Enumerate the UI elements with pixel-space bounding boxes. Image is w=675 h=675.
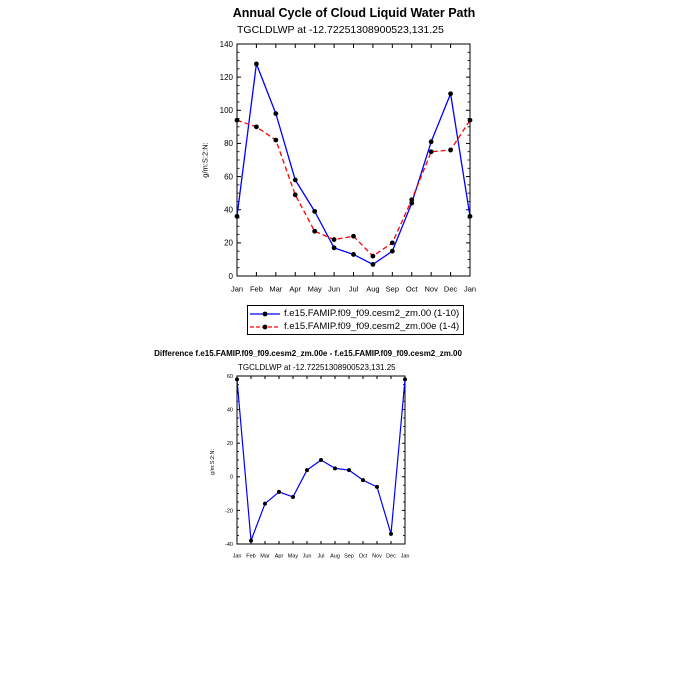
y-axis-label: g/m:S:2:N: — [200, 142, 210, 178]
diff-x-tick-label: Nov — [372, 553, 382, 560]
main-y-tick-label: 100 — [219, 106, 233, 116]
difference-chart-title: Difference f.e15.FAMIP.f09_f09.cesm2_zm.00e - f.e15.FAMIP.f09_f09.cesm2_zm.00 — [154, 349, 462, 358]
main-y-tick-label: 20 — [224, 238, 233, 248]
diff-y-tick-label: 60 — [226, 373, 233, 380]
main-x-tick-label: Jan — [463, 284, 477, 294]
diff-x-tick-label: Apr — [274, 553, 284, 560]
main-series-2-point — [332, 237, 337, 242]
diff-series-1-point — [319, 458, 323, 462]
diff-y-tick-label: 20 — [226, 441, 233, 448]
main-x-tick-label: Apr — [289, 284, 302, 294]
main-series-1-point — [332, 245, 337, 250]
chart-subtitle: TGCLDLWP at -12.72251308900523,131.25 — [237, 24, 444, 36]
difference-chart-subtitle: TGCLDLWP at -12.72251308900523,131.25 — [238, 363, 396, 372]
main-x-tick-label: Oct — [405, 284, 418, 294]
main-series-2-point — [254, 124, 259, 129]
diff-x-tick-label: Aug — [330, 553, 340, 560]
main-x-tick-label: Dec — [443, 284, 458, 294]
diff-series-1-point — [403, 377, 407, 381]
legend-label-series-1: f.e15.FAMIP.f09_f09.cesm2_zm.00 (1-10) — [284, 308, 460, 319]
diff-y-tick-label: 0 — [229, 474, 233, 481]
legend-swatch-series-1 — [250, 308, 284, 320]
legend-label-series-2: f.e15.FAMIP.f09_f09.cesm2_zm.00e (1-4) — [284, 321, 460, 332]
main-series-2-point — [312, 229, 317, 234]
main-series-2-point — [390, 240, 395, 245]
diff-series-1-point — [277, 490, 281, 494]
diff-x-tick-label: Jul — [317, 553, 325, 560]
main-x-tick-label: May — [307, 284, 322, 294]
main-series-2-point — [468, 118, 473, 123]
diff-y-tick-label: -20 — [225, 508, 233, 515]
main-series-1-point — [429, 139, 434, 144]
main-series-2-point — [409, 197, 414, 202]
main-series-1-point — [390, 249, 395, 254]
diff-series-1-point — [375, 485, 379, 489]
diff-series-1-point — [333, 466, 337, 470]
diff-x-tick-label: May — [287, 553, 299, 560]
main-series-1-point — [273, 111, 278, 116]
main-x-tick-label: Jun — [328, 284, 341, 294]
difference-y-axis-label: g/m:S:2:N: — [210, 449, 216, 475]
legend-entry-series-2 — [248, 321, 463, 333]
main-series-1-point — [371, 262, 376, 267]
main-series-2-point — [351, 234, 356, 239]
diff-x-tick-label: Feb — [246, 553, 256, 560]
diff-series-1-point — [291, 495, 295, 499]
main-series-2-point — [429, 149, 434, 154]
diff-series-1-point — [305, 468, 309, 472]
legend-entry-series-1 — [248, 308, 463, 320]
main-series-2-point — [448, 148, 453, 153]
diff-series-1-point — [263, 502, 267, 506]
main-x-tick-label: Mar — [269, 284, 283, 294]
main-y-tick-label: 120 — [219, 72, 233, 82]
main-x-tick-label: Feb — [249, 284, 263, 294]
diff-series-1-point — [347, 468, 351, 472]
diff-y-tick-label: 40 — [226, 407, 233, 414]
main-series-1-point — [448, 91, 453, 96]
main-series-2-point — [371, 254, 376, 259]
diff-x-tick-label: Jun — [302, 553, 312, 560]
main-y-tick-label: 0 — [228, 271, 233, 281]
main-series-1-point — [235, 214, 240, 219]
main-series-1-point — [312, 209, 317, 214]
main-series-2-point — [273, 138, 278, 143]
diff-x-tick-label: Oct — [358, 553, 368, 560]
diff-y-tick-label: -40 — [225, 541, 233, 548]
diff-series-1-point — [249, 539, 253, 543]
main-series-1-point — [351, 252, 356, 257]
diff-x-tick-label: Mar — [260, 553, 270, 560]
main-x-tick-label: Jul — [348, 284, 359, 294]
main-x-tick-label: Jan — [230, 284, 244, 294]
main-series-1-point — [468, 214, 473, 219]
main-y-tick-label: 60 — [224, 172, 233, 182]
main-series-2-point — [235, 118, 240, 123]
main-y-tick-label: 140 — [219, 39, 233, 49]
diff-series-1-point — [235, 377, 239, 381]
main-series-1-point — [293, 177, 298, 182]
main-plot-frame — [237, 44, 470, 276]
diff-x-tick-label: Dec — [386, 553, 396, 560]
main-x-tick-label: Sep — [385, 284, 400, 294]
chart-legend — [247, 305, 464, 335]
diff-x-tick-label: Jan — [232, 553, 242, 560]
main-x-tick-label: Nov — [424, 284, 438, 294]
diff-series-1-point — [361, 478, 365, 482]
main-y-tick-label: 40 — [224, 205, 233, 215]
diff-series-1-point — [389, 532, 393, 536]
diff-x-tick-label: Sep — [344, 553, 354, 560]
diff-x-tick-label: Jan — [400, 553, 410, 560]
legend-swatch-series-2 — [250, 321, 284, 333]
main-series-2-point — [293, 192, 298, 197]
main-series-1-point — [254, 61, 259, 66]
main-x-tick-label: Aug — [366, 284, 380, 294]
main-y-tick-label: 80 — [224, 139, 233, 149]
chart-title: Annual Cycle of Cloud Liquid Water Path — [232, 6, 476, 20]
